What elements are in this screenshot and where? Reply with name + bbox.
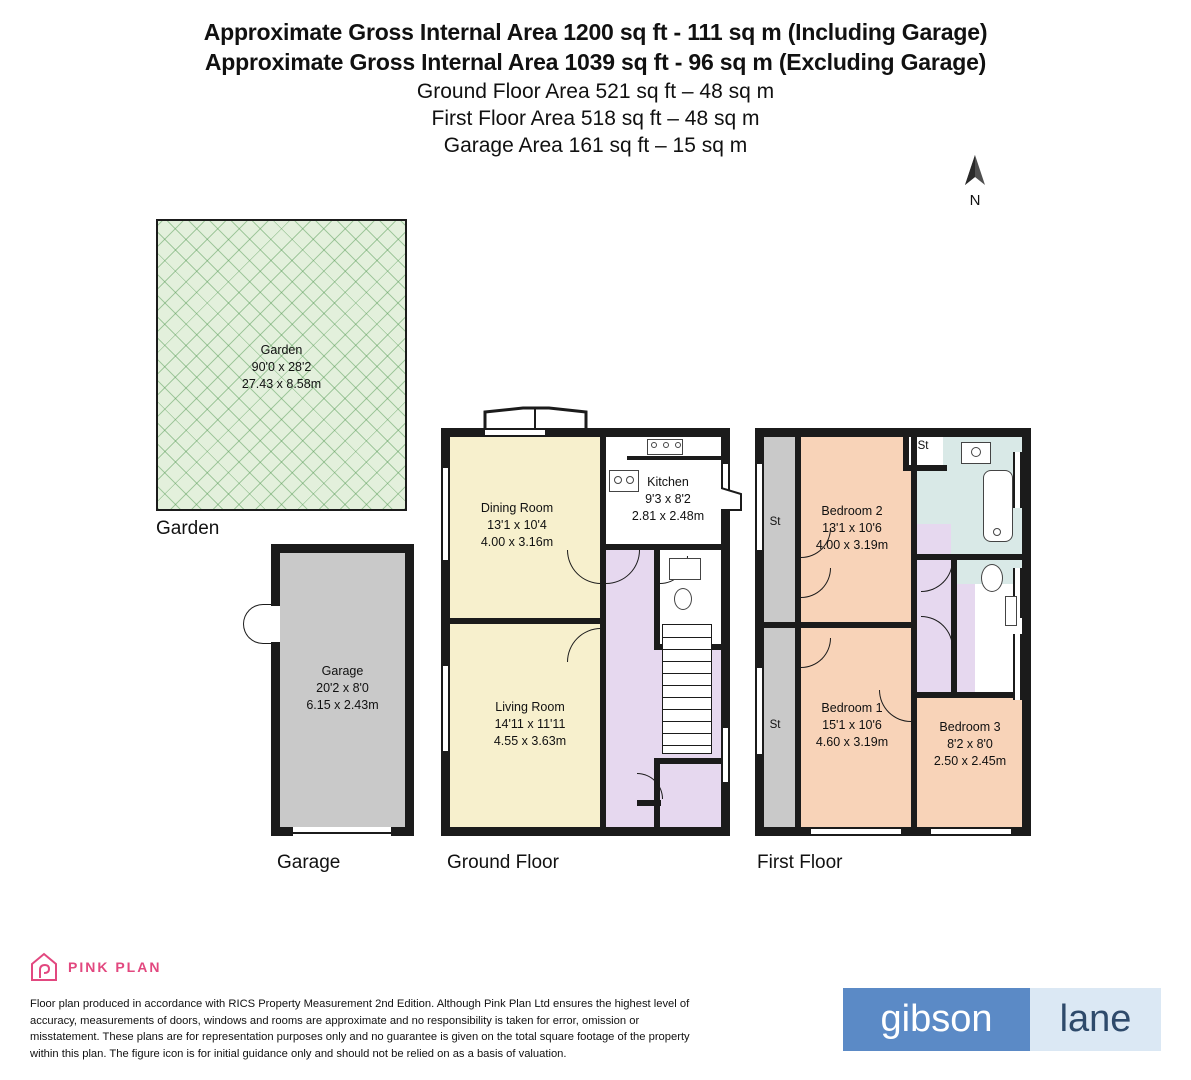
towel-rail-icon: [1005, 596, 1017, 626]
garage-caption: Garage: [277, 852, 341, 873]
wall-storage-bedrooms: [795, 437, 801, 827]
st-label-upper: St: [769, 516, 781, 528]
pinkplan-label: PINK PLAN: [68, 959, 162, 975]
garden-area: [156, 219, 407, 511]
wall-bed3-top: [917, 692, 1022, 698]
bedroom2-label: Bedroom 2 13'1 x 10'6 4.00 x 3.19m: [815, 504, 889, 552]
toilet-icon: [674, 588, 692, 610]
garage-side-door-swing: [243, 604, 279, 644]
wall-landing-left: [911, 437, 917, 827]
window-bed1-side: [755, 668, 764, 754]
pinkplan-branding: [30, 952, 161, 982]
wall-stair-top: [660, 758, 721, 764]
north-arrow-icon: [962, 155, 988, 189]
garage-room-label: Garage 20'2 x 8'0 6.15 x 2.43m: [306, 664, 379, 712]
sink-bowl-1-icon: [614, 476, 622, 484]
window-bed2-side: [755, 464, 764, 550]
compass-label: N: [969, 192, 981, 209]
wash-basin-icon: [669, 558, 701, 580]
kitchen-label: Kitchen 9'3 x 8'2 2.81 x 2.48m: [631, 475, 705, 523]
garden-caption: Garden: [156, 518, 220, 539]
pinkplan-house-icon: [30, 952, 58, 982]
staircase: [662, 624, 712, 754]
dining-room-floor: [450, 437, 600, 624]
bathroom-basin-bowl-icon: [971, 447, 981, 457]
window-bed3-side: [1013, 634, 1022, 700]
window-dining-side: [441, 468, 450, 560]
kitchen-door-alcove: [721, 486, 745, 512]
gibson-label: gibson: [843, 988, 1030, 1051]
window-bed1-front: [811, 827, 901, 836]
compass: [952, 155, 998, 209]
first-floor-plan: [755, 428, 1031, 836]
bathtub-drain-icon: [993, 528, 1001, 536]
ground-floor-plan: [441, 428, 730, 836]
disclaimer-text: Floor plan produced in accordance with RICS Property Measurement 2nd Edition. Although Pink Plan Ltd ensures the highest level of accuracy, measurements of doors, windows and rooms are approximate and no responsibility is taken for error, omission or misstatement. These plans are for representation purposes only and no guarantee is given on the total square footage of the property within this plan. The figure icon is for initial guidance only and should not be relied on as a basis of valuation.: [30, 998, 690, 1060]
area-total-including-garage: Approximate Gross Internal Area 1200 sq ft - 111 sq m (Including Garage): [203, 19, 988, 45]
wall-bed2-bed1: [764, 622, 911, 628]
garage-floor: [280, 553, 405, 827]
wall-porch: [637, 800, 661, 806]
garage-plan: [271, 544, 414, 836]
window-bed3-front: [931, 827, 1011, 836]
window-bathroom-side: [1013, 452, 1022, 508]
hob-ring-1-icon: [651, 442, 657, 448]
lane-label: lane: [1030, 988, 1161, 1051]
st-label-top: St: [917, 440, 929, 452]
garden-room-label: Garden 90'0 x 28'2 27.43 x 8.58m: [241, 343, 322, 391]
living-room-label: Living Room 14'11 x 11'11 4.55 x 3.63m: [493, 700, 567, 748]
st-label-lower: St: [769, 719, 781, 731]
garage-door-line: [293, 832, 391, 834]
area-first-floor: First Floor Area 518 sq ft – 48 sq m: [431, 107, 760, 131]
bedroom3-floor: [917, 698, 1022, 827]
area-summary-header: [0, 18, 1191, 160]
area-total-excluding-garage: Approximate Gross Internal Area 1039 sq ft - 96 sq m (Excluding Garage): [204, 48, 987, 75]
wall-dining-living: [450, 618, 600, 624]
bay-window-outline: [483, 406, 588, 430]
window-hall-side: [721, 728, 730, 782]
window-living-side: [441, 666, 450, 751]
area-ground-floor: Ground Floor Area 521 sq ft – 48 sq m: [416, 79, 775, 103]
first-floor-caption: First Floor: [757, 852, 843, 873]
wall-wc-upper-left: [951, 560, 957, 692]
wall-st-bottom: [903, 465, 947, 471]
toilet-upper-icon: [981, 564, 1003, 592]
bedroom1-label: Bedroom 1 15'1 x 10'6 4.60 x 3.19m: [815, 701, 889, 749]
hob-ring-2-icon: [663, 442, 669, 448]
kitchen-counter-top: [627, 456, 721, 460]
bedroom3-label: Bedroom 3 8'2 x 8'0 2.50 x 2.45m: [933, 720, 1007, 768]
dining-room-label: Dining Room 13'1 x 10'4 4.00 x 3.16m: [480, 501, 554, 549]
hob-ring-3-icon: [675, 442, 681, 448]
storage-upper-floor: [764, 437, 795, 622]
ground-floor-caption: Ground Floor: [447, 852, 559, 873]
gibson-lane-logo: [843, 988, 1161, 1051]
sink-bowl-2-icon: [626, 476, 634, 484]
area-garage: Garage Area 161 sq ft – 15 sq m: [443, 134, 748, 158]
